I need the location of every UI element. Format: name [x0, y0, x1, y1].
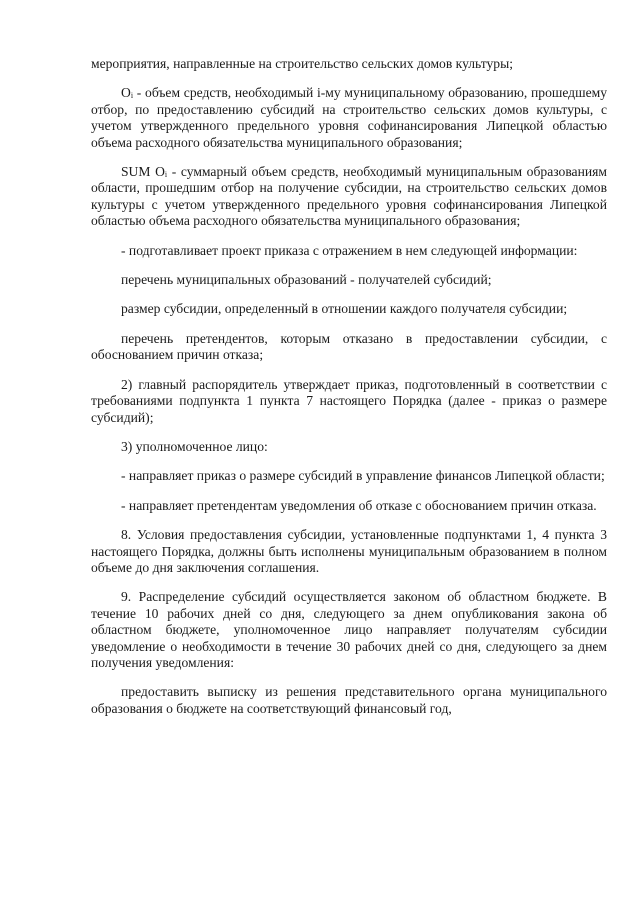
- paragraph-8: [91, 377, 607, 426]
- paragraph-1: [91, 56, 607, 72]
- paragraph-12: [91, 527, 607, 576]
- paragraph-5: [91, 272, 607, 288]
- paragraph-7: [91, 331, 607, 364]
- paragraph-text: предоставить выписку из решения представительного органа муниципального образования о бюджете на соответствующий финансовый год,: [91, 684, 607, 716]
- paragraph-text: - объем средств, необходимый i-му муниципальному образованию, прошедшему отбор, по предоставлению субсидий на строительство сельских домов культуры, с учетом утвержденного предельного уровня софинансирования Липецкой областью объема расходного обязательства муниципального образования;: [91, 85, 607, 150]
- paragraph-text: 9. Распределение субсидий осуществляется законом об областном бюджете. В течение 10 рабочих дней со дня, следующего за днем опубликования закона об областном бюджете, уполномоченное лицо направляет получателям субсидии уведомление о необходимости в течение 30 рабочих дней со дня, следующего за днем получения уведомления:: [91, 589, 607, 670]
- paragraph-2: [91, 85, 607, 151]
- paragraph-6: [91, 301, 607, 317]
- paragraph-9: [91, 439, 607, 455]
- paragraph-text: - подготавливает проект приказа с отражением в нем следующей информации:: [121, 242, 578, 258]
- paragraph-3: [91, 164, 607, 230]
- paragraph-text: - направляет претендентам уведомления об отказе с обоснованием причин отказа.: [121, 497, 597, 513]
- paragraph-text: перечень муниципальных образований - получателей субсидий;: [121, 272, 492, 288]
- paragraph-text: - направляет приказ о размере субсидий в управление финансов Липецкой области;: [121, 468, 605, 484]
- formula-symbol: O: [121, 85, 131, 101]
- paragraph-text: 2) главный распорядитель утверждает приказ, подготовленный в соответствии с требованиями подпункта 1 пункта 7 настоящего Порядка (далее - приказ о размере субсидий);: [91, 376, 607, 425]
- paragraph-11: [91, 498, 607, 514]
- paragraph-text: перечень претендентов, которым отказано в предоставлении субсидии, с обоснованием причин отказа;: [91, 330, 607, 363]
- paragraph-10: [91, 468, 607, 484]
- paragraph-text: - суммарный объем средств, необходимый муниципальным образованиям области, прошедшим отбор на получение субсидии, на строительство сельских домов культуры с учетом утвержденного предельного уровня софинансирования Липецкой областью объема расходного обязательства муниципального образования;: [91, 164, 607, 229]
- document-page: [91, 56, 607, 730]
- paragraph-13: [91, 589, 607, 671]
- formula-subscript: i: [130, 91, 134, 101]
- paragraph-text: размер субсидии, определенный в отношении каждого получателя субсидии;: [121, 301, 568, 317]
- paragraph-text: 3) уполномоченное лицо:: [121, 438, 268, 454]
- paragraph-text: 8. Условия предоставления субсидии, установленные подпунктами 1, 4 пункта 3 настоящего Порядка, должны быть исполнены муниципальным образованием в полном объеме до дня заключения соглашения.: [91, 527, 607, 575]
- formula-subscript: i: [164, 170, 168, 180]
- paragraph-text: мероприятия, направленные на строительство сельских домов культуры;: [91, 56, 514, 71]
- formula-symbol: SUM O: [121, 164, 165, 180]
- paragraph-14: [91, 684, 607, 717]
- paragraph-4: [91, 243, 607, 259]
